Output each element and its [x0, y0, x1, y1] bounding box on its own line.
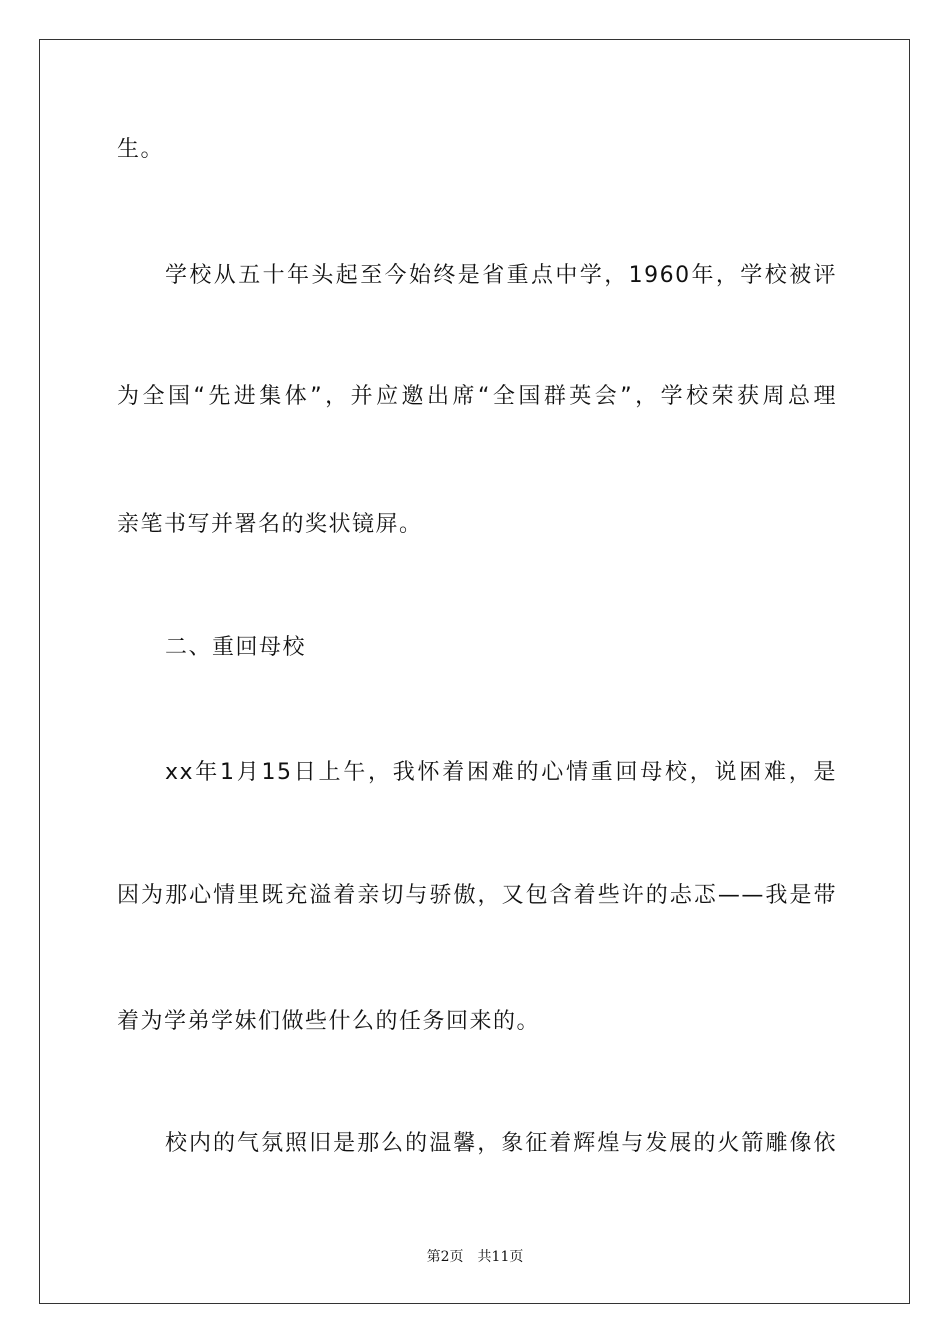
- paragraph-line-6: xx年1月15日上午，我怀着困难的心情重回母校，说困难，是: [165, 760, 837, 785]
- paragraph-line-8: 着为学弟学妹们做些什么的任务回来的。: [117, 1009, 541, 1034]
- paragraph-line-4: 亲笔书写并署名的奖状镜屏。: [117, 512, 423, 537]
- page-number-total: 共11页: [477, 1249, 524, 1265]
- paragraph-line-9: 校内的气氛照旧是那么的温馨，象征着辉煌与发展的火箭雕像依: [165, 1131, 837, 1156]
- paragraph-line-1: 生。: [117, 137, 165, 162]
- section-heading: 二、重回母校: [165, 635, 307, 660]
- page-border: [39, 39, 910, 1304]
- paragraph-line-7: 因为那心情里既充溢着亲切与骄傲，又包含着些许的忐忑——我是带: [117, 883, 837, 908]
- paragraph-line-3: 为全国“先进集体”，并应邀出席“全国群英会”，学校荣获周总理: [117, 384, 837, 409]
- page-footer: [0, 1247, 950, 1267]
- page-number-current: 第2页: [426, 1249, 464, 1265]
- paragraph-line-2: 学校从五十年头起至今始终是省重点中学，1960年，学校被评: [165, 263, 837, 288]
